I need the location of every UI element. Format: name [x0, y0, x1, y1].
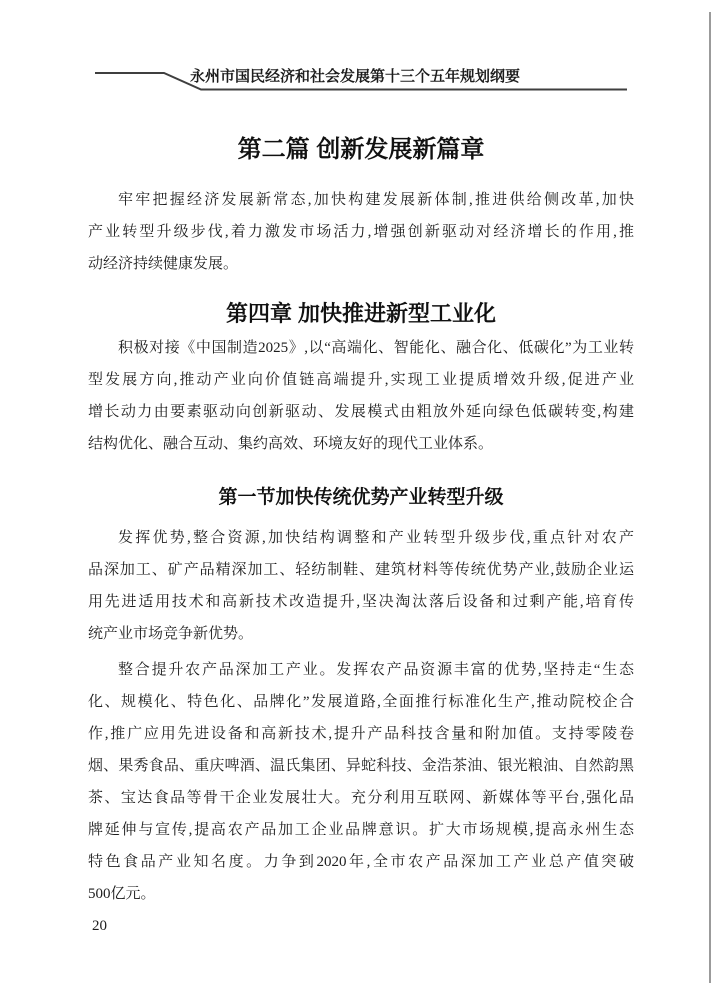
- page-edge-line: [709, 12, 711, 983]
- section-paragraph-1: [88, 522, 634, 650]
- section-paragraph-2: [88, 654, 634, 910]
- text-line: 积极对接《中国制造2025》,以“高端化、智能化、融合化、低碳化”为工业转: [118, 340, 634, 356]
- text-line: 产业转型升级步伐,着力激发市场活力,增强创新驱动对经济增长的作用,推: [88, 224, 634, 240]
- text-line: 牢牢把握经济发展新常态,加快构建发展新体制,推进供给侧改革,加快: [118, 192, 634, 208]
- header-rule: [0, 0, 721, 110]
- running-header-title: 永州市国民经济和社会发展第十三个五年规划纲要: [190, 69, 521, 85]
- part-title: 第二篇 创新发展新篇章: [237, 136, 485, 163]
- text-line: 发挥优势,整合资源,加快结构调整和产业转型升级步伐,重点针对农产: [118, 530, 634, 546]
- part-intro-paragraph: [88, 184, 634, 280]
- text-line: 型发展方向,推动产业向价值链高端提升,实现工业提质增效升级,促进产业: [88, 372, 634, 388]
- text-line: 结构优化、融合互动、集约高效、环境友好的现代工业体系。: [88, 436, 494, 452]
- chapter-title: 第四章 加快推进新型工业化: [225, 301, 497, 326]
- chapter-intro-paragraph: [88, 332, 634, 460]
- text-line: 动经济持续健康发展。: [88, 256, 239, 272]
- section-title: 第一节加快传统优势产业转型升级: [218, 487, 504, 508]
- text-line: 茶、宝达食品等骨干企业发展壮大。充分利用互联网、新媒体等平台,强化品: [88, 790, 634, 806]
- text-line: 化、规模化、特色化、品牌化”发展道路,全面推行标准化生产,推动院校企合: [88, 694, 634, 710]
- page-number: 20: [92, 918, 107, 934]
- text-line: 统产业市场竞争新优势。: [88, 626, 254, 642]
- text-line: 品深加工、矿产品精深加工、轻纺制鞋、建筑材料等传统优势产业,鼓励企业运: [88, 562, 634, 578]
- text-line: 用先进适用技术和高新技术改造提升,坚决淘汰落后设备和过剩产能,培育传: [88, 594, 634, 610]
- text-line: 作,推广应用先进设备和高新技术,提升产品科技含量和附加值。支持零陵卷: [88, 726, 634, 742]
- text-line: 整合提升农产品深加工产业。发挥农产品资源丰富的优势,坚持走“生态: [118, 662, 634, 678]
- text-line: 增长动力由要素驱动向创新驱动、发展模式由粗放外延向绿色低碳转变,构建: [88, 404, 634, 420]
- text-line: 牌延伸与宣传,提高农产品加工企业品牌意识。扩大市场规模,提高永州生态: [88, 822, 634, 838]
- text-line: 500亿元。: [88, 886, 156, 902]
- text-line: 烟、果秀食品、重庆啤酒、温氏集团、异蛇科技、金浩茶油、银光粮油、自然韵黑: [88, 758, 634, 774]
- text-line: 特色食品产业知名度。力争到2020年,全市农产品深加工产业总产值突破: [88, 854, 634, 870]
